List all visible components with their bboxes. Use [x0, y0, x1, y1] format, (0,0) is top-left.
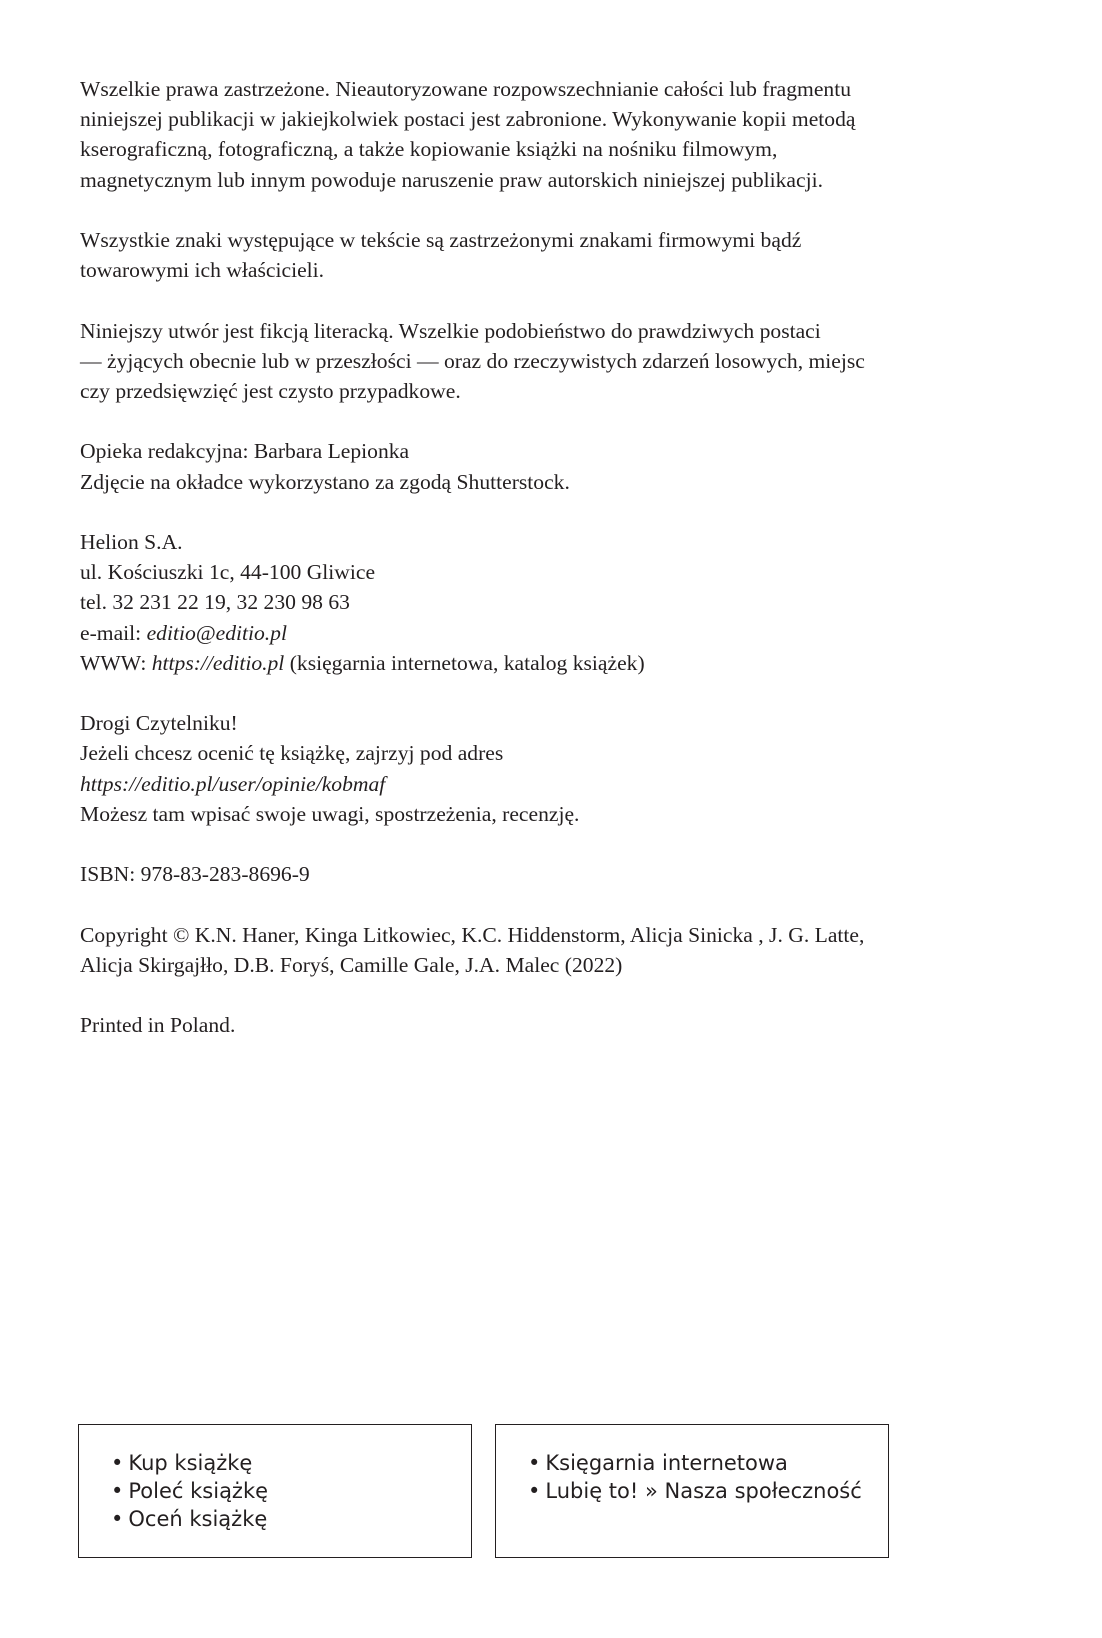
book-actions-list	[79, 1425, 471, 1533]
text-line: Wszystkie znaki występujące w tekście są zastrzeżonymi znakami firmowymi bądź	[80, 228, 802, 252]
publisher-block	[80, 527, 1040, 678]
www-label: WWW:	[80, 650, 152, 675]
publisher-email-line	[80, 618, 1040, 648]
editorial-paragraph	[80, 436, 1040, 496]
publisher-www-line	[80, 648, 1040, 678]
email-link[interactable]: editio@editio.pl	[146, 620, 287, 645]
buy-book-link[interactable]: • Kup książkę	[111, 1449, 471, 1477]
copyright-paragraph	[80, 920, 1040, 980]
text-line: czy przedsięwzięć jest czysto przypadkowe.	[80, 379, 461, 403]
text-line: Zdjęcie na okładce wykorzystano za zgodą Shutterstock.	[80, 469, 570, 494]
text-line: kserograficzną, fotograficzną, a także kopiowanie książki na nośniku filmowym,	[80, 137, 778, 162]
book-actions-box	[78, 1424, 472, 1558]
text-line: — żyjących obecnie lub w przeszłości — oraz do rzeczywistych zdarzeń losowych, miejsc	[80, 348, 865, 373]
text-line: towarowymi ich właścicieli.	[80, 258, 325, 283]
reader-note: Możesz tam wpisać swoje uwagi, spostrzeżenia, recenzję.	[80, 801, 580, 826]
publisher-phone: tel. 32 231 22 19, 32 230 98 63	[80, 590, 350, 615]
printed-paragraph	[80, 1010, 1040, 1040]
www-link[interactable]: https://editio.pl	[151, 650, 285, 675]
text-line: Niniejszy utwór jest fikcją literacką. Wszelkie podobieństwo do prawdziwych postaci	[80, 318, 821, 343]
text-line: niniejszej publikacji w jakiejkolwiek postaci jest zabronione. Wykonywanie kopii metodą	[80, 107, 856, 132]
reader-greeting: Drogi Czytelniku!	[80, 711, 238, 736]
publisher-address: ul. Kościuszki 1c, 44-100 Gliwice	[80, 560, 376, 585]
rate-book-link[interactable]: • Oceń książkę	[111, 1505, 471, 1533]
text-line: magnetycznym lub innym powoduje naruszenie praw autorskich niniejszej publikacji.	[80, 167, 823, 192]
reader-block	[80, 708, 1040, 829]
reader-invite: Jeżeli chcesz ocenić tę książkę, zajrzyj pod adres	[80, 741, 504, 766]
email-label: e-mail:	[80, 620, 147, 645]
bookstore-links-box	[495, 1424, 889, 1558]
text-line: Opieka redakcyjna: Barbara Lepionka	[80, 439, 410, 464]
bookstore-links-list	[496, 1425, 888, 1505]
isbn: ISBN: 978-83-283-8696-9	[80, 862, 310, 887]
www-note: (księgarnia internetowa, katalog książek)	[284, 650, 645, 675]
imprint-text	[80, 74, 1040, 1071]
text-line: Wszelkie prawa zastrzeżone. Nieautoryzowane rozpowszechnianie całości lub fragmentu	[80, 77, 852, 101]
text-line: Copyright © K.N. Haner, Kinga Litkowiec, K.C. Hiddenstorm, Alicja Sinicka , J. G. Latte,	[80, 922, 865, 947]
community-link[interactable]: • Lubię to! » Nasza społeczność	[528, 1477, 888, 1505]
trademarks-paragraph	[80, 225, 1040, 285]
publisher-name: Helion S.A.	[80, 529, 183, 554]
fiction-paragraph	[80, 316, 1040, 407]
text-line: Alicja Skirgajłło, D.B. Foryś, Camille Gale, J.A. Malec (2022)	[80, 952, 623, 977]
review-link[interactable]: https://editio.pl/user/opinie/kobmaf	[80, 771, 386, 796]
isbn-paragraph	[80, 859, 1040, 889]
printed-in: Printed in Poland.	[80, 1013, 236, 1038]
recommend-book-link[interactable]: • Poleć książkę	[111, 1477, 471, 1505]
rights-paragraph	[80, 74, 1040, 195]
online-bookstore-link[interactable]: • Księgarnia internetowa	[528, 1449, 888, 1477]
